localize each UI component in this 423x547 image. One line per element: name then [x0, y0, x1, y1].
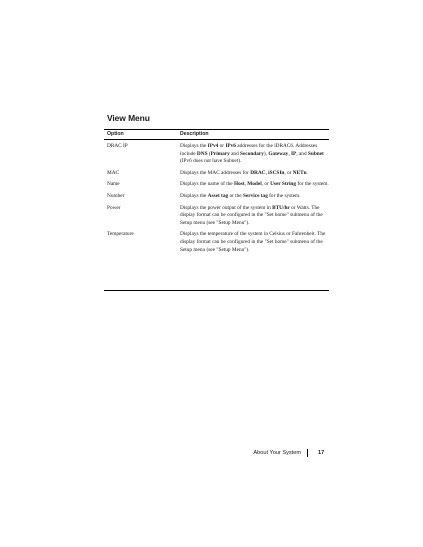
description-emphasis: iSCSIn: [268, 169, 285, 176]
description-text: Displays the: [180, 143, 208, 149]
table-row: [107, 231, 329, 254]
description-text: , or: [261, 181, 271, 188]
description-emphasis: IP: [290, 150, 297, 157]
description-text: ,: [288, 150, 291, 157]
description-emphasis: Primary: [210, 150, 230, 157]
description-text: Displays the power output of the system in: [180, 204, 273, 211]
option-name: DRAC IP: [107, 143, 128, 149]
column-header-option: Option: [107, 131, 124, 137]
option-name: Name: [107, 181, 120, 188]
table-top-rule: [104, 129, 329, 130]
table-row: [107, 143, 329, 166]
description-text: , and: [296, 150, 308, 157]
description-text: Displays the MAC addresses for: [180, 169, 251, 176]
description-text: or: [218, 143, 226, 149]
description-text: Displays the temperature of the system in Celsius or Fahrenheit. The display format can be configured in the "Set home" submenu of the Setup menu (see "Setup Menu").: [180, 231, 326, 253]
table-row: [107, 193, 329, 201]
description-text: .: [306, 169, 308, 176]
option-description: [180, 170, 329, 178]
description-emphasis: IPv6: [225, 143, 236, 149]
description-emphasis: Asset tag: [207, 192, 229, 199]
description-text: for the system.: [267, 192, 301, 199]
description-text: (IPv6 does not have Subnet).: [180, 158, 242, 165]
description-emphasis: Gateway: [268, 150, 289, 157]
option-name: Power: [107, 204, 121, 211]
description-emphasis: BTU/hr: [272, 204, 290, 211]
page-number: 17: [318, 450, 325, 456]
option-description: [180, 205, 329, 228]
option-name: Temperature: [107, 231, 134, 238]
description-text: or the: [228, 192, 243, 199]
description-emphasis: User String: [270, 181, 297, 188]
description-text: Displays the name of the: [180, 181, 234, 188]
footer-chapter-title: About Your System: [253, 450, 301, 456]
description-text: addresses for the iDRAC6. Addresses include: [180, 143, 318, 157]
table-row: [107, 205, 329, 228]
description-emphasis: Secondary: [240, 150, 264, 157]
description-emphasis: DNS: [196, 150, 208, 157]
column-header-description: Description: [180, 131, 209, 137]
description-emphasis: Host: [234, 181, 245, 188]
description-emphasis: Model: [247, 181, 262, 188]
description-emphasis: DRAC: [250, 169, 266, 176]
description-text: (: [207, 150, 211, 157]
description-text: ,: [244, 181, 248, 188]
description-text: , or: [284, 169, 293, 176]
table-row: [107, 181, 329, 189]
description-emphasis: NETn: [292, 169, 307, 176]
description-emphasis: Subnet: [307, 150, 324, 157]
option-description: [180, 181, 329, 189]
table-bottom-rule: [104, 290, 329, 291]
option-name: MAC: [107, 169, 120, 176]
footer-separator: [307, 449, 308, 457]
option-name: Number: [107, 192, 125, 199]
table-header-rule: [104, 139, 329, 140]
description-text: or Watts. The display format can be configured in the "Set home" submenu of the Setup menu (see "Setup Menu").: [180, 204, 323, 226]
description-text: ),: [263, 150, 269, 157]
description-emphasis: IPv4: [207, 143, 219, 149]
option-description: [180, 193, 329, 201]
option-description: [180, 143, 329, 166]
table-row: [107, 170, 329, 178]
description-text: and: [229, 150, 241, 157]
option-table-body: [107, 143, 329, 258]
description-text: for the system.: [296, 181, 329, 188]
option-description: [180, 231, 329, 254]
description-text: Displays the: [180, 192, 208, 199]
section-heading: View Menu: [107, 113, 150, 123]
description-text: ,: [265, 169, 269, 176]
description-emphasis: Service tag: [242, 192, 268, 199]
